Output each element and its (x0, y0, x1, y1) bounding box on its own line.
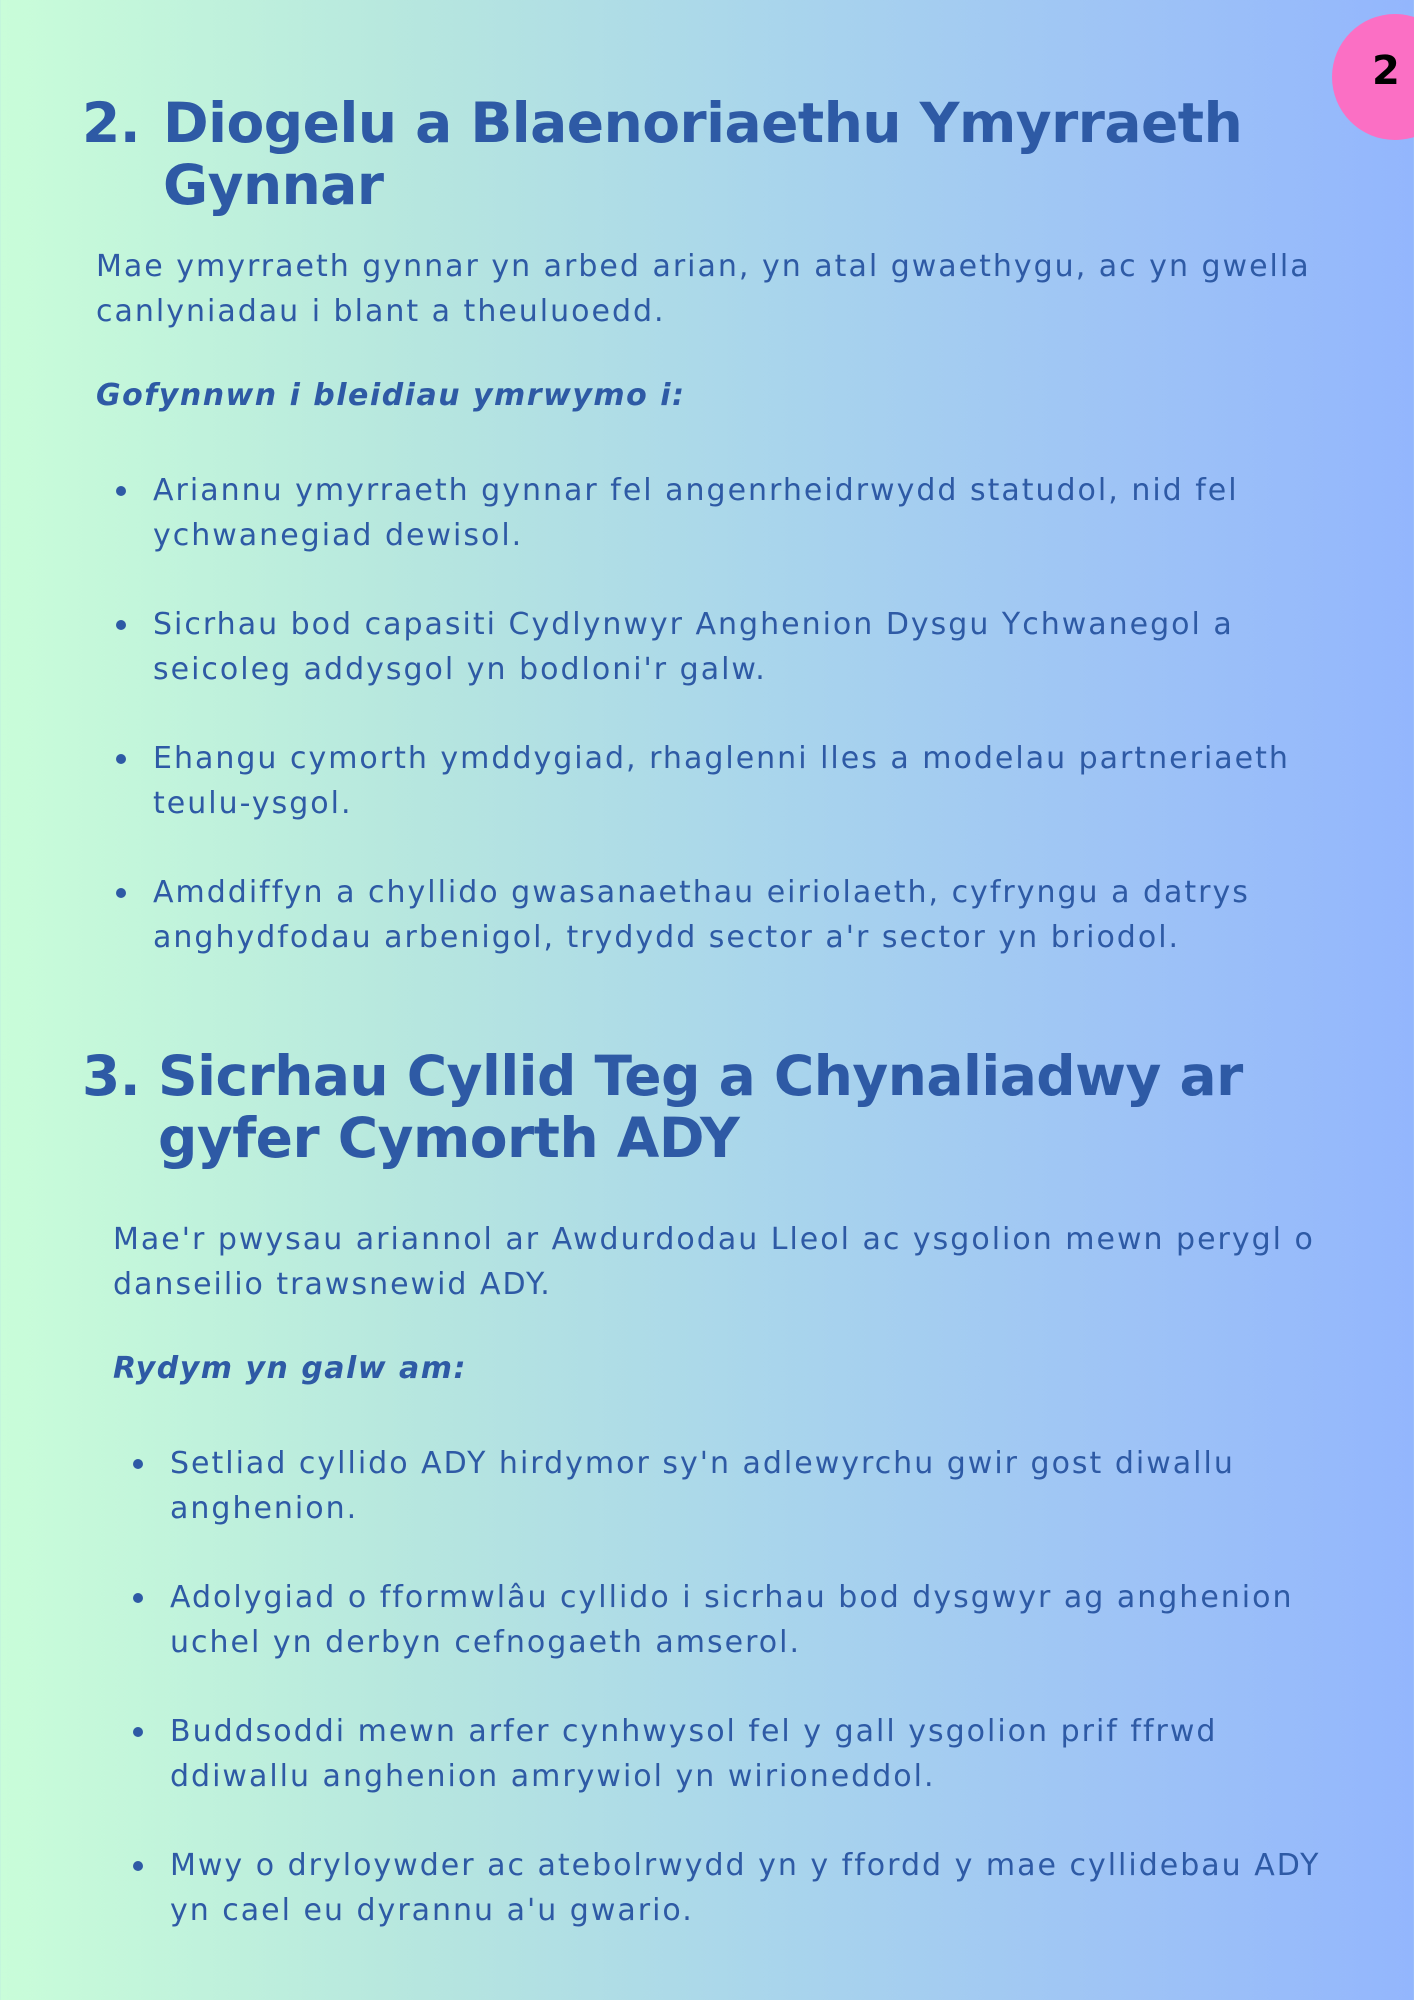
calls-list (113, 1441, 1333, 1977)
section-title: Diogelu a Blaenoriaethu Ymyrraeth Gynnar (163, 91, 1243, 217)
section-fair-funding (82, 1044, 1322, 1928)
page-number-badge (1332, 14, 1414, 140)
section-lead: Rydym yn galw am: (113, 1351, 467, 1386)
section-number: 2. (82, 91, 141, 155)
section-number: 3. (82, 1044, 141, 1108)
list-item: Amddiffyn a chyllido gwasanaethau eiriolaeth, cyfryngu a datrys anghydfodau arbenigol, trydydd sector a'r sector yn briodol. (96, 870, 1326, 960)
list-item: Ehangu cymorth ymddygiad, rhaglenni lles a modelau partneriaeth teulu-ysgol. (96, 736, 1326, 826)
list-item: Sicrhau bod capasiti Cydlynwyr Anghenion Dysgu Ychwanegol a seicoleg addysgol yn bodloni'r galw. (96, 602, 1326, 692)
list-item: Mwy o dryloywder ac atebolrwydd yn y ffordd y mae cyllidebau ADY yn cael eu dyrannu a'u gwario. (113, 1843, 1333, 1933)
section-lead: Gofynnwn i bleidiau ymrwymo i: (96, 378, 686, 413)
section-heading (82, 1045, 1322, 1169)
section-title: Sicrhau Cyllid Teg a Chynaliadwy ar gyfer Cymorth ADY (158, 1044, 1243, 1170)
section-intro: Mae'r pwysau ariannol ar Awdurdodau Lleol ac ysgolion mewn perygl o danseilio trawsnewid ADY. (113, 1222, 1315, 1302)
list-item: Ariannu ymyrraeth gynnar fel angenrheidrwydd statudol, nid fel ychwanegiad dewisol. (96, 468, 1326, 558)
section-early-intervention (82, 91, 1322, 955)
page-number: 2 (1372, 48, 1400, 94)
list-item: Adolygiad o fformwlâu cyllido i sicrhau bod dysgwyr ag anghenion uchel yn derbyn cefnogaeth amserol. (113, 1575, 1333, 1665)
section-intro: Mae ymyrraeth gynnar yn arbed arian, yn atal gwaethygu, ac yn gwella canlyniadau i blant a theuluoedd. (96, 249, 1311, 329)
commitments-list (96, 468, 1326, 1004)
list-item: Setliad cyllido ADY hirdymor sy'n adlewyrchu gwir gost diwallu anghenion. (113, 1441, 1333, 1531)
section-heading (82, 92, 1322, 216)
list-item: Buddsoddi mewn arfer cynhwysol fel y gall ysgolion prif ffrwd ddiwallu anghenion amrywiol yn wirioneddol. (113, 1709, 1333, 1799)
